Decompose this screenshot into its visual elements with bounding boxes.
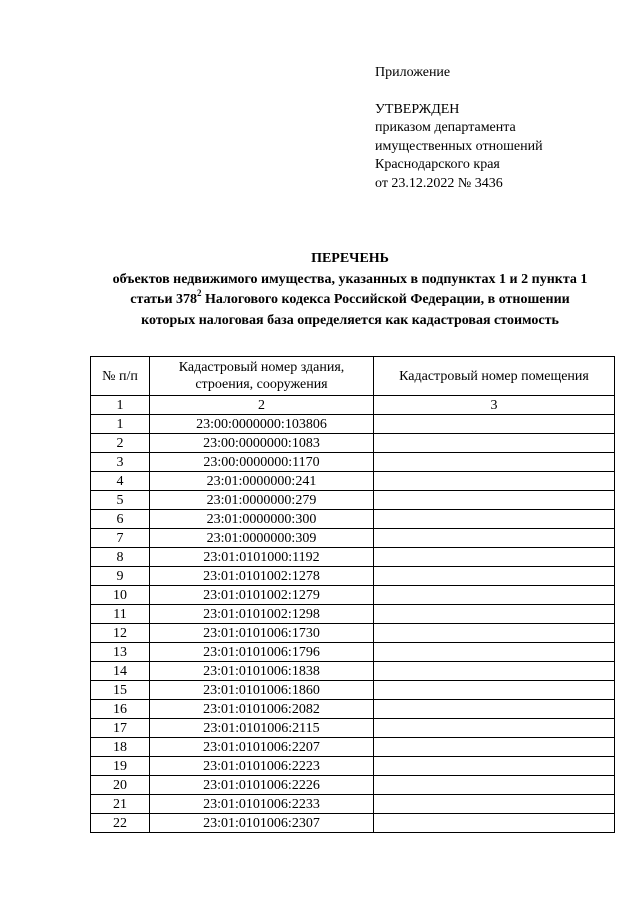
heading-line-3: которых налоговая база определяется как кадастровая стоимость <box>141 312 559 328</box>
row-number-cell: 12 <box>91 624 150 643</box>
approval-block <box>375 64 543 193</box>
premises-cadastral-cell <box>374 814 615 833</box>
table-row <box>91 472 615 491</box>
approval-order-line: приказом департамента <box>375 120 516 135</box>
row-number-cell: 8 <box>91 548 150 567</box>
header-row-number: № п/п <box>91 357 150 396</box>
table-row <box>91 624 615 643</box>
row-number-cell: 21 <box>91 795 150 814</box>
heading-line-1: объектов недвижимого имущества, указанных в подпунктах 1 и 2 пункта 1 <box>112 271 588 287</box>
building-cadastral-cell: 23:01:0000000:300 <box>150 510 374 529</box>
row-number-cell: 10 <box>91 586 150 605</box>
document-title: ПЕРЕЧЕНЬ <box>311 251 389 266</box>
table-row <box>91 491 615 510</box>
table-row <box>91 605 615 624</box>
table-row <box>91 719 615 738</box>
row-number-cell: 9 <box>91 567 150 586</box>
building-cadastral-cell: 23:00:0000000:1170 <box>150 453 374 472</box>
table-row <box>91 662 615 681</box>
premises-cadastral-cell <box>374 643 615 662</box>
building-cadastral-cell: 23:01:0101002:1298 <box>150 605 374 624</box>
building-cadastral-cell: 23:01:0101006:2115 <box>150 719 374 738</box>
header-premises-cadastral: Кадастровый номер помещения <box>374 357 615 396</box>
table-row <box>91 814 615 833</box>
row-number-cell: 4 <box>91 472 150 491</box>
row-number-cell: 22 <box>91 814 150 833</box>
property-table <box>90 356 615 833</box>
row-number-cell: 1 <box>91 415 150 434</box>
table-row <box>91 415 615 434</box>
building-cadastral-cell: 23:01:0101000:1192 <box>150 548 374 567</box>
heading-line-2-start: статьи 378 <box>130 292 198 307</box>
heading-line-2 <box>60 290 640 311</box>
row-number-cell: 16 <box>91 700 150 719</box>
building-cadastral-cell: 23:00:0000000:1083 <box>150 434 374 453</box>
premises-cadastral-cell <box>374 776 615 795</box>
building-cadastral-cell: 23:01:0101006:2207 <box>150 738 374 757</box>
table-row <box>91 548 615 567</box>
premises-cadastral-cell <box>374 586 615 605</box>
row-number-cell: 3 <box>91 453 150 472</box>
row-number-cell: 2 <box>91 434 150 453</box>
building-cadastral-cell: 23:01:0101006:1796 <box>150 643 374 662</box>
row-number-cell: 13 <box>91 643 150 662</box>
table-row <box>91 757 615 776</box>
premises-cadastral-cell <box>374 624 615 643</box>
article-superscript: 2 <box>197 288 202 299</box>
building-cadastral-cell: 23:01:0101006:2233 <box>150 795 374 814</box>
premises-cadastral-cell <box>374 548 615 567</box>
building-cadastral-cell: 23:01:0101006:2226 <box>150 776 374 795</box>
row-number-cell: 19 <box>91 757 150 776</box>
table-row <box>91 586 615 605</box>
document-heading <box>60 249 640 331</box>
row-number-cell: 15 <box>91 681 150 700</box>
approval-department-line: имущественных отношений <box>375 138 543 154</box>
table-row <box>91 453 615 472</box>
building-cadastral-cell: 23:01:0101006:2223 <box>150 757 374 776</box>
column-number-3: 3 <box>374 396 615 415</box>
premises-cadastral-cell <box>374 757 615 776</box>
table-row <box>91 510 615 529</box>
building-cadastral-cell: 23:01:0000000:309 <box>150 529 374 548</box>
premises-cadastral-cell <box>374 700 615 719</box>
premises-cadastral-cell <box>374 529 615 548</box>
table-row <box>91 738 615 757</box>
row-number-cell: 7 <box>91 529 150 548</box>
column-number-row <box>91 396 615 415</box>
premises-cadastral-cell <box>374 491 615 510</box>
premises-cadastral-cell <box>374 472 615 491</box>
premises-cadastral-cell <box>374 510 615 529</box>
row-number-cell: 6 <box>91 510 150 529</box>
building-cadastral-cell: 23:01:0101006:1730 <box>150 624 374 643</box>
table-row <box>91 681 615 700</box>
premises-cadastral-cell <box>374 795 615 814</box>
building-cadastral-cell: 23:01:0101006:2307 <box>150 814 374 833</box>
premises-cadastral-cell <box>374 681 615 700</box>
approval-region-line: Краснодарского края <box>375 157 500 172</box>
premises-cadastral-cell <box>374 605 615 624</box>
header-building-cadastral: Кадастровый номер здания, строения, сооружения <box>150 357 374 396</box>
building-cadastral-cell: 23:01:0101006:2082 <box>150 700 374 719</box>
premises-cadastral-cell <box>374 453 615 472</box>
table-body <box>91 396 615 833</box>
building-cadastral-cell: 23:01:0101006:1860 <box>150 681 374 700</box>
building-cadastral-cell: 23:01:0101006:1838 <box>150 662 374 681</box>
heading-line-2-end: Налогового кодекса Российской Федерации, в отношении <box>201 292 570 307</box>
premises-cadastral-cell <box>374 415 615 434</box>
table-row <box>91 643 615 662</box>
column-number-2: 2 <box>150 396 374 415</box>
table-row <box>91 567 615 586</box>
building-cadastral-cell: 23:00:0000000:103806 <box>150 415 374 434</box>
row-number-cell: 11 <box>91 605 150 624</box>
premises-cadastral-cell <box>374 662 615 681</box>
row-number-cell: 14 <box>91 662 150 681</box>
premises-cadastral-cell <box>374 738 615 757</box>
approved-label: УТВЕРЖДЕН <box>375 101 460 117</box>
building-cadastral-cell: 23:01:0000000:241 <box>150 472 374 491</box>
building-cadastral-cell: 23:01:0000000:279 <box>150 491 374 510</box>
table-row <box>91 434 615 453</box>
building-cadastral-cell: 23:01:0101002:1279 <box>150 586 374 605</box>
table-row <box>91 795 615 814</box>
row-number-cell: 18 <box>91 738 150 757</box>
column-number-1: 1 <box>91 396 150 415</box>
spacer <box>375 83 543 101</box>
table-header-row <box>91 357 615 396</box>
building-cadastral-cell: 23:01:0101002:1278 <box>150 567 374 586</box>
table-row <box>91 529 615 548</box>
row-number-cell: 5 <box>91 491 150 510</box>
approval-date-number: от 23.12.2022 № 3436 <box>375 175 503 191</box>
premises-cadastral-cell <box>374 434 615 453</box>
row-number-cell: 20 <box>91 776 150 795</box>
row-number-cell: 17 <box>91 719 150 738</box>
table-row <box>91 776 615 795</box>
premises-cadastral-cell <box>374 719 615 738</box>
premises-cadastral-cell <box>374 567 615 586</box>
table-row <box>91 700 615 719</box>
appendix-label: Приложение <box>375 65 451 80</box>
